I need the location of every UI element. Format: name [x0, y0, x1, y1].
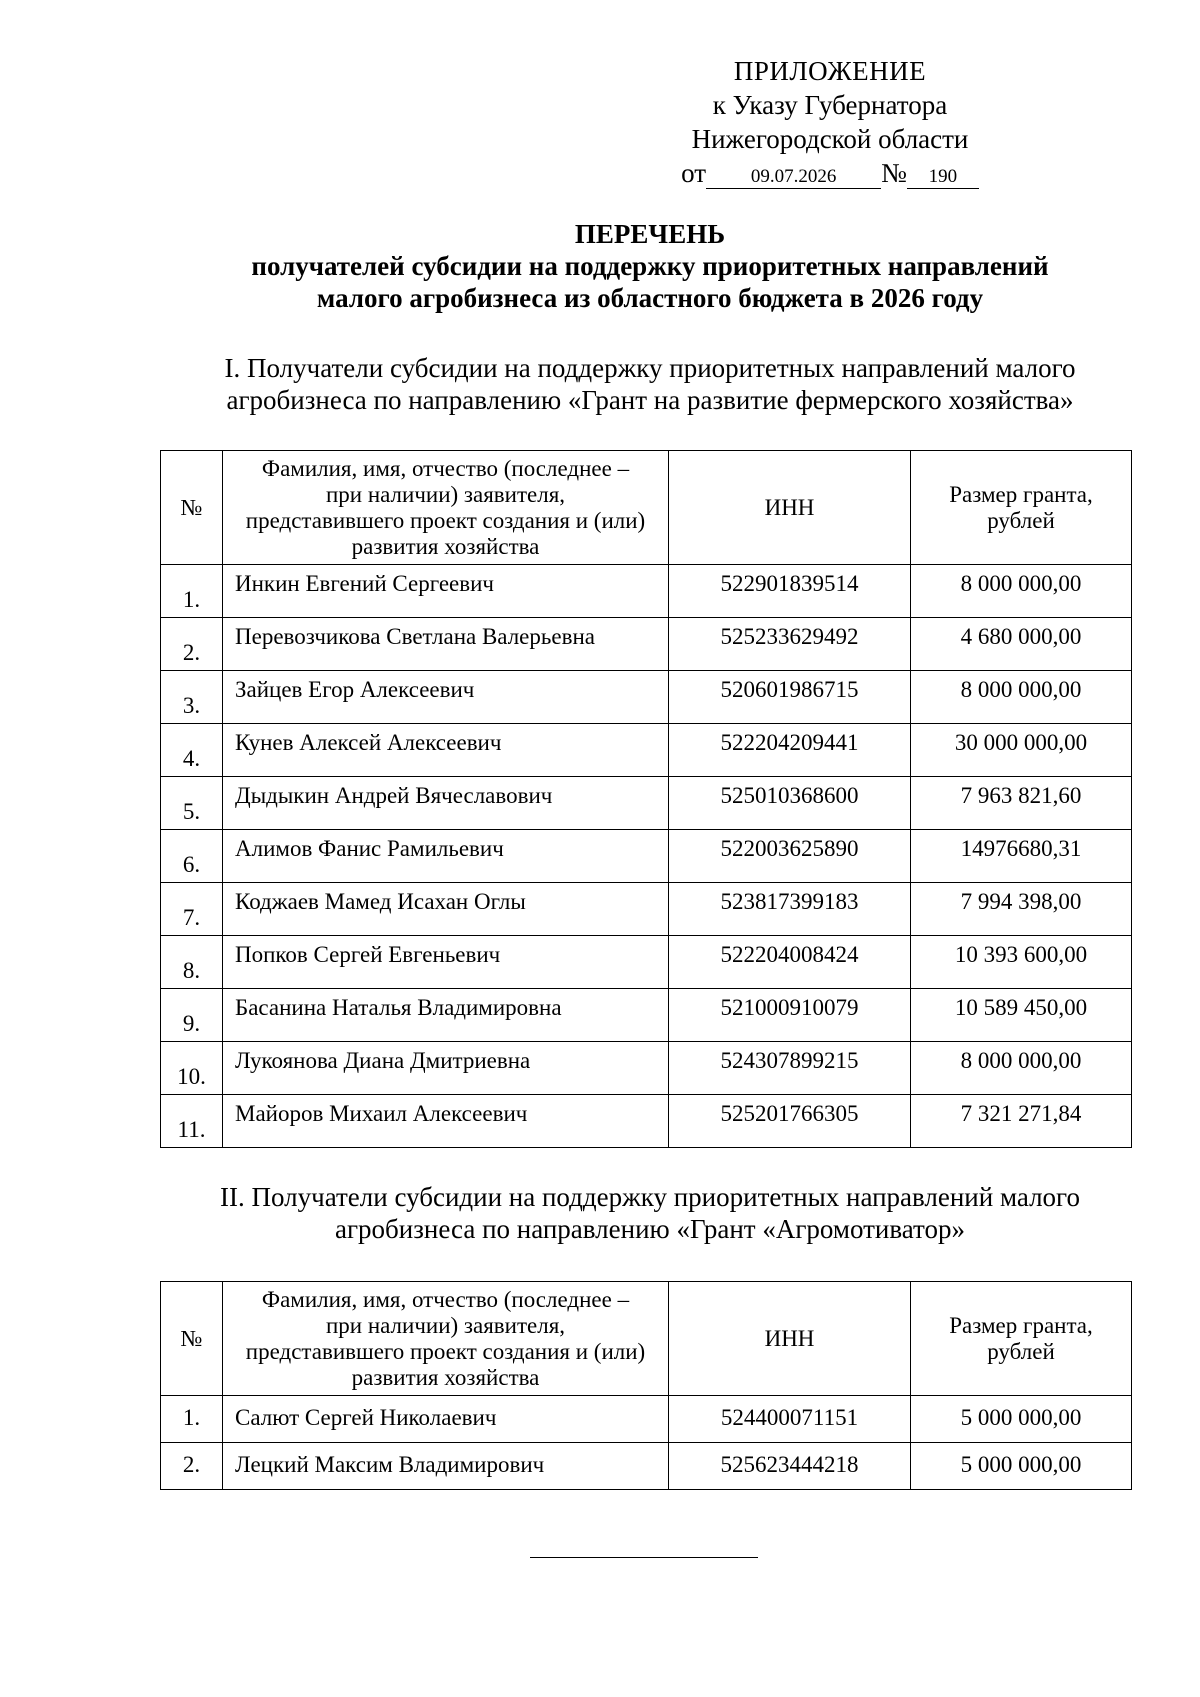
header-amount-line: Размер гранта,: [949, 1312, 1093, 1338]
recipient-inn: 525201766305: [669, 1095, 911, 1148]
grant-amount: 8 000 000,00: [911, 671, 1132, 724]
table-row: [161, 1042, 1132, 1095]
recipient-inn: 520601986715: [669, 671, 911, 724]
title-line-1: ПЕРЕЧЕНЬ: [574, 219, 726, 249]
table-row: [161, 671, 1132, 724]
grant-amount: 8 000 000,00: [911, 1042, 1132, 1095]
table-row: [161, 565, 1132, 618]
section-1-rows: [161, 565, 1132, 1148]
row-number: 6.: [161, 830, 223, 883]
row-number: 1.: [161, 1396, 223, 1443]
section-2-title: [100, 1181, 1200, 1245]
table-header-row: [161, 451, 1132, 565]
recipient-inn: 522204209441: [669, 724, 911, 777]
grant-amount: 10 589 450,00: [911, 989, 1132, 1042]
grant-amount: 8 000 000,00: [911, 565, 1132, 618]
grant-amount: 7 963 821,60: [911, 777, 1132, 830]
table-row: [161, 724, 1132, 777]
row-number: 2.: [161, 1443, 223, 1490]
row-number: 4.: [161, 724, 223, 777]
section-1-title: [100, 352, 1200, 416]
recipient-inn: 522901839514: [669, 565, 911, 618]
recipient-inn: 524400071151: [669, 1396, 911, 1443]
header-inn: ИНН: [669, 451, 911, 565]
table-row: [161, 618, 1132, 671]
section-2-table: [160, 1281, 1132, 1490]
recipient-name: Лукоянова Диана Дмитриевна: [223, 1042, 669, 1095]
decree-number: 190: [907, 166, 979, 189]
row-number: 10.: [161, 1042, 223, 1095]
header-inn: ИНН: [669, 1282, 911, 1396]
recipient-inn: 525623444218: [669, 1443, 911, 1490]
header-fio: [223, 451, 669, 565]
row-number: 5.: [161, 777, 223, 830]
recipient-name: Басанина Наталья Владимировна: [223, 989, 669, 1042]
recipient-name: Салют Сергей Николаевич: [223, 1396, 669, 1443]
recipient-name: Коджаев Мамед Исахан Оглы: [223, 883, 669, 936]
section-1-title-line-1: I. Получатели субсидии на поддержку приоритетных направлений малого: [224, 353, 1076, 383]
row-number: 8.: [161, 936, 223, 989]
recipient-name: Зайцев Егор Алексеевич: [223, 671, 669, 724]
header-fio-line: при наличии) заявителя,: [325, 481, 566, 507]
table-row: [161, 777, 1132, 830]
row-number: 9.: [161, 989, 223, 1042]
header-fio-line: представившего проект создания и (или): [245, 507, 646, 533]
row-number: 11.: [161, 1095, 223, 1148]
recipient-name: Попков Сергей Евгеньевич: [223, 936, 669, 989]
recipient-name: Алимов Фанис Рамильевич: [223, 830, 669, 883]
section-2-rows: [161, 1396, 1132, 1490]
section-2-title-line-1: II. Получатели субсидии на поддержку приоритетных направлений малого: [220, 1182, 1080, 1212]
appendix-decree-line: к Указу Губернатора: [712, 90, 948, 120]
recipient-name: Инкин Евгений Сергеевич: [223, 565, 669, 618]
table-row: [161, 989, 1132, 1042]
recipient-inn: 525233629492: [669, 618, 911, 671]
appendix-region-line: Нижегородской области: [691, 124, 969, 154]
document-title: [100, 218, 1200, 314]
table-row: [161, 830, 1132, 883]
grant-amount: 14976680,31: [911, 830, 1132, 883]
header-amount: [911, 451, 1132, 565]
row-number: 7.: [161, 883, 223, 936]
grant-amount: 10 393 600,00: [911, 936, 1132, 989]
appendix-label: ПРИЛОЖЕНИЕ: [733, 56, 927, 86]
recipient-inn: 524307899215: [669, 1042, 911, 1095]
grant-amount: 30 000 000,00: [911, 724, 1132, 777]
table-header-row: [161, 1282, 1132, 1396]
recipient-name: Лецкий Максим Владимирович: [223, 1443, 669, 1490]
row-number: 1.: [161, 565, 223, 618]
table-row: [161, 883, 1132, 936]
section-2-title-line-2: агробизнеса по направлению «Грант «Агромотиватор»: [335, 1214, 965, 1244]
grant-amount: 4 680 000,00: [911, 618, 1132, 671]
header-amount-line: рублей: [987, 507, 1055, 533]
header-num: №: [161, 451, 223, 565]
grant-amount: 5 000 000,00: [911, 1443, 1132, 1490]
recipient-name: Перевозчикова Светлана Валерьевна: [223, 618, 669, 671]
header-num: №: [161, 1282, 223, 1396]
from-label: от: [681, 158, 707, 188]
table-row: [161, 1095, 1132, 1148]
title-line-2: получателей субсидии на поддержку приоритетных направлений: [251, 251, 1049, 281]
end-divider: [530, 1557, 758, 1558]
number-label: №: [881, 158, 907, 188]
table-row: [161, 1396, 1132, 1443]
recipient-name: Кунев Алексей Алексеевич: [223, 724, 669, 777]
recipient-inn: 523817399183: [669, 883, 911, 936]
header-fio-line: развития хозяйства: [351, 533, 540, 559]
appendix-date-line: [600, 156, 1060, 190]
section-1-table: [160, 450, 1132, 1148]
header-fio-line: при наличии) заявителя,: [325, 1312, 566, 1338]
section-1-title-line-2: агробизнеса по направлению «Грант на развитие фермерского хозяйства»: [226, 385, 1074, 415]
table-row: [161, 1443, 1132, 1490]
appendix-header: [600, 54, 1060, 190]
recipient-inn: 522204008424: [669, 936, 911, 989]
header-amount: [911, 1282, 1132, 1396]
recipient-name: Дыдыкин Андрей Вячеславович: [223, 777, 669, 830]
grant-amount: 7 321 271,84: [911, 1095, 1132, 1148]
row-number: 2.: [161, 618, 223, 671]
header-fio-line: Фамилия, имя, отчество (последнее –: [261, 455, 630, 481]
header-fio-line: Фамилия, имя, отчество (последнее –: [261, 1286, 630, 1312]
table-row: [161, 936, 1132, 989]
grant-amount: 7 994 398,00: [911, 883, 1132, 936]
grant-amount: 5 000 000,00: [911, 1396, 1132, 1443]
row-number: 3.: [161, 671, 223, 724]
header-amount-line: рублей: [987, 1338, 1055, 1364]
header-amount-line: Размер гранта,: [949, 481, 1093, 507]
recipient-inn: 525010368600: [669, 777, 911, 830]
recipient-name: Майоров Михаил Алексеевич: [223, 1095, 669, 1148]
recipient-inn: 521000910079: [669, 989, 911, 1042]
header-fio-line: представившего проект создания и (или): [245, 1338, 646, 1364]
header-fio: [223, 1282, 669, 1396]
recipient-inn: 522003625890: [669, 830, 911, 883]
header-fio-line: развития хозяйства: [351, 1364, 540, 1390]
decree-date: 09.07.2026: [706, 166, 881, 189]
title-line-3: малого агробизнеса из областного бюджета в 2026 году: [316, 283, 984, 313]
